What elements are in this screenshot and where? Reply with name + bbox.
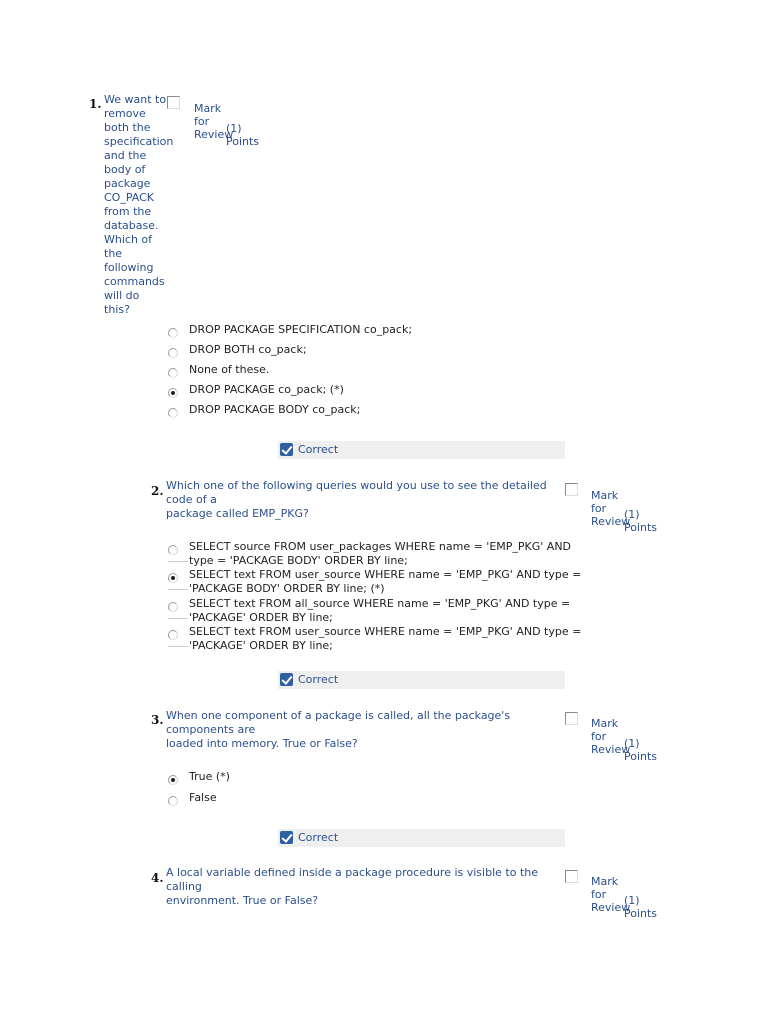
option-label-line2: 'PACKAGE' ORDER BY line; bbox=[189, 639, 333, 652]
mark-for-review-label[interactable]: Mark for Review bbox=[591, 717, 631, 756]
option-row[interactable] bbox=[168, 597, 571, 625]
points-label: (1) Points bbox=[624, 894, 658, 920]
option-label-line1: SELECT text FROM user_source WHERE name = 'EMP_PKG' AND type = bbox=[189, 625, 582, 638]
check-icon bbox=[280, 443, 293, 456]
divider bbox=[168, 618, 188, 619]
radio-icon[interactable] bbox=[168, 408, 178, 418]
option-label-line2: 'PACKAGE BODY' ORDER BY line; (*) bbox=[189, 582, 385, 595]
option-label-line2: type = 'PACKAGE BODY' ORDER BY line; bbox=[189, 554, 408, 567]
result-label: Correct bbox=[298, 831, 339, 844]
option-row[interactable] bbox=[168, 343, 568, 359]
question-text: A local variable defined inside a package procedure is visible to the calling environment. True or False? bbox=[166, 866, 538, 907]
points-label: (1) Points bbox=[226, 122, 260, 148]
result-bar bbox=[278, 671, 565, 689]
option-row[interactable] bbox=[168, 791, 568, 807]
question-number: 1. bbox=[89, 97, 102, 111]
question-number: 4. bbox=[151, 871, 164, 885]
option-label: DROP PACKAGE SPECIFICATION co_pack; bbox=[189, 323, 413, 336]
option-row[interactable] bbox=[168, 383, 568, 399]
question-text: When one component of a package is called, all the package's components are loaded into memory. True or False? bbox=[166, 709, 511, 750]
mark-for-review-label[interactable]: Mark for Review bbox=[194, 102, 234, 141]
mark-for-review-checkbox-icon[interactable] bbox=[565, 870, 578, 883]
mark-for-review-label[interactable]: Mark for Review bbox=[591, 489, 631, 528]
option-row[interactable] bbox=[168, 403, 568, 419]
question-text: Which one of the following queries would you use to see the detailed code of a package called EMP_PKG? bbox=[166, 479, 547, 520]
mark-for-review-checkbox-icon[interactable] bbox=[565, 483, 578, 496]
option-label: True (*) bbox=[189, 770, 230, 783]
mark-for-review-checkbox-icon[interactable] bbox=[167, 96, 180, 109]
points-label: (1) Points bbox=[624, 737, 658, 763]
option-label: DROP PACKAGE BODY co_pack; bbox=[189, 403, 361, 416]
result-label: Correct bbox=[298, 673, 339, 686]
radio-selected-icon[interactable] bbox=[168, 388, 178, 398]
divider bbox=[168, 561, 188, 562]
radio-icon[interactable] bbox=[168, 602, 178, 612]
radio-icon[interactable] bbox=[168, 630, 178, 640]
divider bbox=[168, 589, 188, 590]
check-icon bbox=[280, 831, 293, 844]
option-row[interactable] bbox=[168, 540, 572, 568]
radio-selected-icon[interactable] bbox=[168, 775, 178, 785]
option-row[interactable] bbox=[168, 323, 568, 339]
result-bar bbox=[278, 441, 565, 459]
option-row[interactable] bbox=[168, 568, 582, 596]
divider bbox=[168, 646, 188, 647]
radio-icon[interactable] bbox=[168, 328, 178, 338]
radio-icon[interactable] bbox=[168, 796, 178, 806]
radio-selected-icon[interactable] bbox=[168, 573, 178, 583]
option-label: DROP PACKAGE co_pack; (*) bbox=[189, 383, 344, 396]
check-icon bbox=[280, 673, 293, 686]
option-label-line1: SELECT text FROM all_source WHERE name = 'EMP_PKG' AND type = bbox=[189, 597, 571, 610]
option-label: DROP BOTH co_pack; bbox=[189, 343, 307, 356]
radio-icon[interactable] bbox=[168, 545, 178, 555]
result-label: Correct bbox=[298, 443, 339, 456]
option-label-line2: 'PACKAGE' ORDER BY line; bbox=[189, 611, 333, 624]
option-row[interactable] bbox=[168, 363, 568, 379]
result-bar bbox=[278, 829, 565, 847]
option-row[interactable] bbox=[168, 625, 582, 653]
radio-icon[interactable] bbox=[168, 368, 178, 378]
option-row[interactable] bbox=[168, 770, 568, 786]
option-label-line1: SELECT text FROM user_source WHERE name = 'EMP_PKG' AND type = bbox=[189, 568, 582, 581]
option-label: False bbox=[189, 791, 217, 804]
mark-for-review-checkbox-icon[interactable] bbox=[565, 712, 578, 725]
option-label-line1: SELECT source FROM user_packages WHERE name = 'EMP_PKG' AND bbox=[189, 540, 572, 553]
question-number: 3. bbox=[151, 713, 164, 727]
question-text: We want to remove both the specification and the body of package CO_PACK from the database. Which of the following commands will do this? bbox=[104, 93, 174, 316]
points-label: (1) Points bbox=[624, 508, 658, 534]
question-number: 2. bbox=[151, 484, 164, 498]
mark-for-review-label[interactable]: Mark for Review bbox=[591, 875, 631, 914]
option-label: None of these. bbox=[189, 363, 270, 376]
radio-icon[interactable] bbox=[168, 348, 178, 358]
